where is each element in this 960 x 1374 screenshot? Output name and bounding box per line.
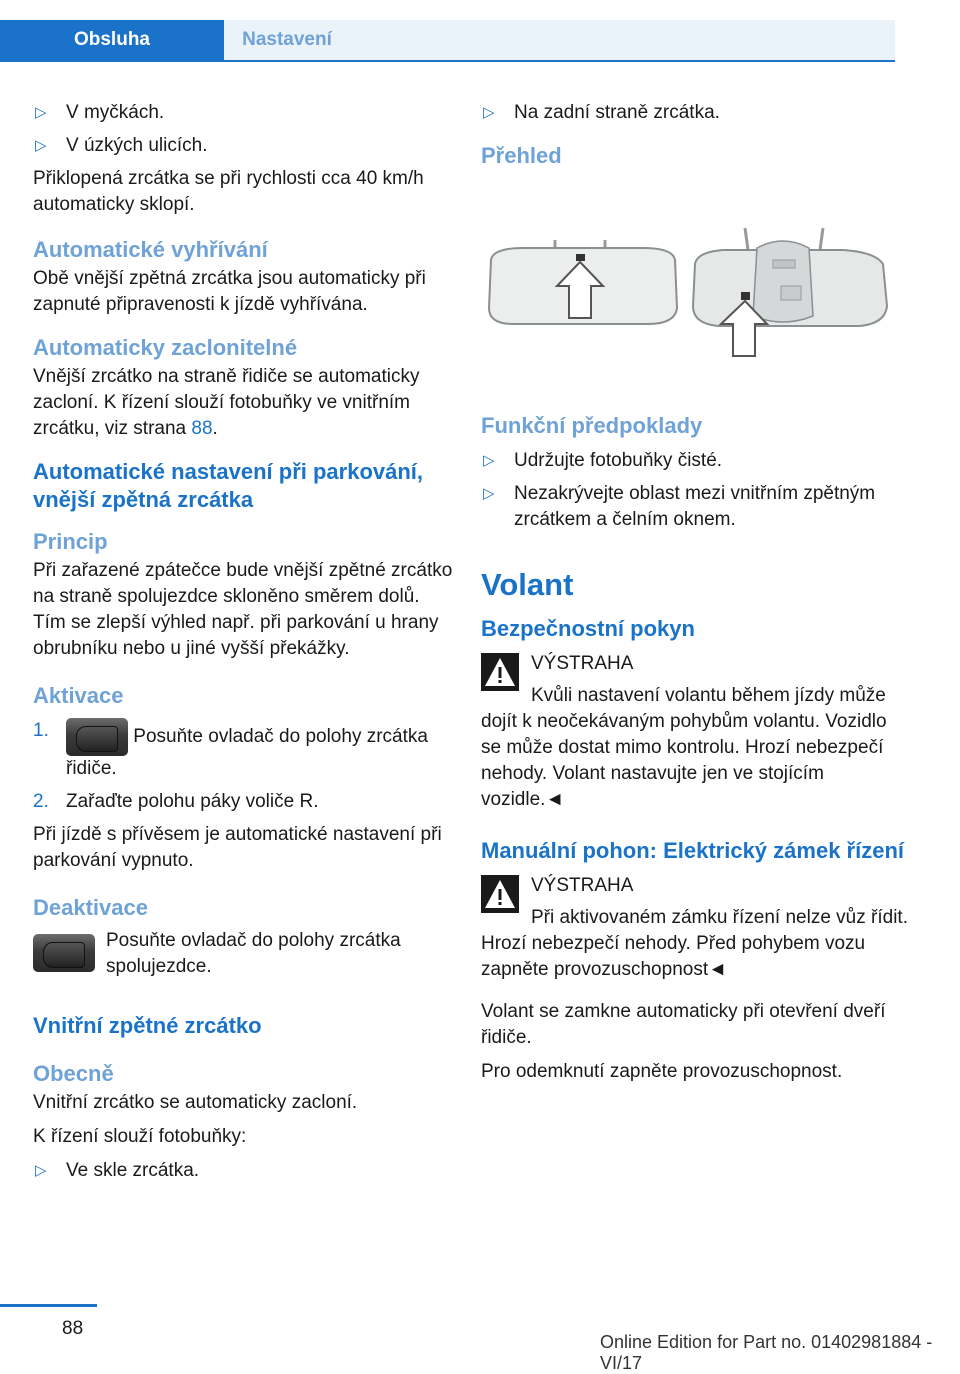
list-item: ▷ Ve skle zrcátka. — [33, 1158, 453, 1184]
warning-block — [481, 651, 911, 677]
mirror-front-figure — [489, 240, 677, 324]
right-column — [481, 100, 911, 1097]
paragraph: Pro odemknutí zapněte provozuschopnost. — [481, 1061, 843, 1082]
page-link[interactable]: 88 — [191, 418, 213, 439]
triangle-bullet-icon: ▷ — [483, 485, 495, 502]
heading-steering-lock: Manuální pohon: Elektrický zámek řízení — [481, 838, 904, 863]
warning-title: VÝSTRAHA — [531, 653, 634, 674]
paragraph: Při zařazené zpátečce bude vnější zpětné zrcátko na straně spolujezdce skloněno směrem dolů. Tím se zlepší výhled např. při parkování u hrany obrubníku nebo u jiné vyšší překážky. — [33, 560, 453, 659]
paragraph: Při jízdě s přívěsem je automatické nastavení při parkování vypnuto. — [33, 824, 442, 871]
triangle-bullet-icon: ▷ — [35, 137, 47, 154]
list-item: 2. Zařaďte polohu páky voliče R. — [33, 791, 319, 812]
warning-title: VÝSTRAHA — [531, 875, 634, 896]
header-divider — [0, 60, 895, 62]
heading-overview: Přehled — [481, 143, 562, 168]
list-item: ▷ Nezakrývejte oblast mezi vnitřním zpětným zrcátkem a čelním oknem. — [483, 483, 876, 530]
heading-safety: Bezpečnostní pokyn — [481, 616, 695, 641]
list-item: ▷ V úzkých ulicích. — [33, 133, 453, 159]
paragraph: Volant se zamkne automaticky při otevření dveří řidiče. — [481, 1001, 886, 1048]
triangle-bullet-icon: ▷ — [35, 1162, 47, 1179]
heading-requirements: Funkční předpoklady — [481, 413, 703, 438]
heading-general: Obecně — [33, 1061, 114, 1086]
heading-principle: Princip — [33, 529, 108, 554]
warning-text: Kvůli nastavení volantu během jízdy může dojít k neočekávaným pohybům volantu. Vozidlo se může dostat mimo kontrolu. Hrozí nebezpečí nehody. Volant nastavujte jen ve stojícím vozidle.◄ — [481, 685, 887, 810]
paragraph: K řízení slouží fotobuňky: — [33, 1126, 247, 1147]
heading-heating: Automatické vyhřívání — [33, 237, 268, 262]
tab-nastaveni-label: Nastavení — [242, 29, 332, 50]
warning-block — [481, 873, 911, 899]
mirror-illustration — [483, 220, 893, 370]
paragraph: Obě vnější zpětná zrcátka jsou automaticky při zapnuté připravenosti k jízdě vyhřívána. — [33, 268, 426, 315]
tab-obsluha[interactable]: Obsluha — [0, 20, 224, 60]
list-item: ▷ V myčkách. — [33, 100, 453, 126]
mirror-control-icon — [66, 718, 128, 756]
page-number: 88 — [62, 1318, 84, 1339]
warning-text: Při aktivovaném zámku řízení nelze vůz řídit. Hrozí nebezpečí nehody. Před pohybem vozu zapněte provozuschopnost◄ — [481, 907, 908, 980]
list-item: 1. Posuňte ovladač do polohy zrcátka řidiče. — [33, 720, 428, 779]
heading-inner-mirror: Vnitřní zpětné zrcátko — [33, 1013, 262, 1038]
deactivation-block: Posuňte ovladač do polohy zrcátka spolujezdce. — [33, 928, 453, 980]
heading-volant: Volant — [481, 567, 574, 602]
header-bar — [0, 20, 895, 62]
heading-dimming: Automaticky zaclonitelné — [33, 335, 298, 360]
heading-activation: Aktivace — [33, 683, 124, 708]
paragraph: Vnější zrcátko na straně řidiče se automaticky zacloní. K řízení slouží fotobuňky ve vnitřním zrcátku, viz strana 88. — [33, 366, 420, 439]
left-column — [33, 100, 453, 1191]
paragraph: Vnitřní zrcátko se automaticky zacloní. — [33, 1092, 358, 1113]
warning-icon — [481, 653, 519, 691]
list-item: ▷ Udržujte fotobuňky čisté. — [481, 448, 911, 474]
triangle-bullet-icon: ▷ — [483, 104, 495, 121]
footer-divider — [0, 1304, 97, 1307]
paragraph: Přiklopená zrcátka se při rychlosti cca 40 km/h automaticky sklopí. — [33, 168, 424, 215]
edition-note: Online Edition for Part no. 01402981884 - VI/17 — [600, 1332, 933, 1373]
heading-deactivation: Deaktivace — [33, 895, 148, 920]
tab-nastaveni[interactable] — [224, 20, 895, 60]
triangle-bullet-icon: ▷ — [35, 104, 47, 121]
heading-parking: Automatické nastavení při parkování, vnější zpětná zrcátka — [33, 459, 424, 512]
triangle-bullet-icon: ▷ — [483, 452, 495, 469]
mirror-control-icon — [33, 934, 95, 972]
warning-icon — [481, 875, 519, 913]
list-item: ▷ Na zadní straně zrcátka. — [481, 100, 911, 126]
